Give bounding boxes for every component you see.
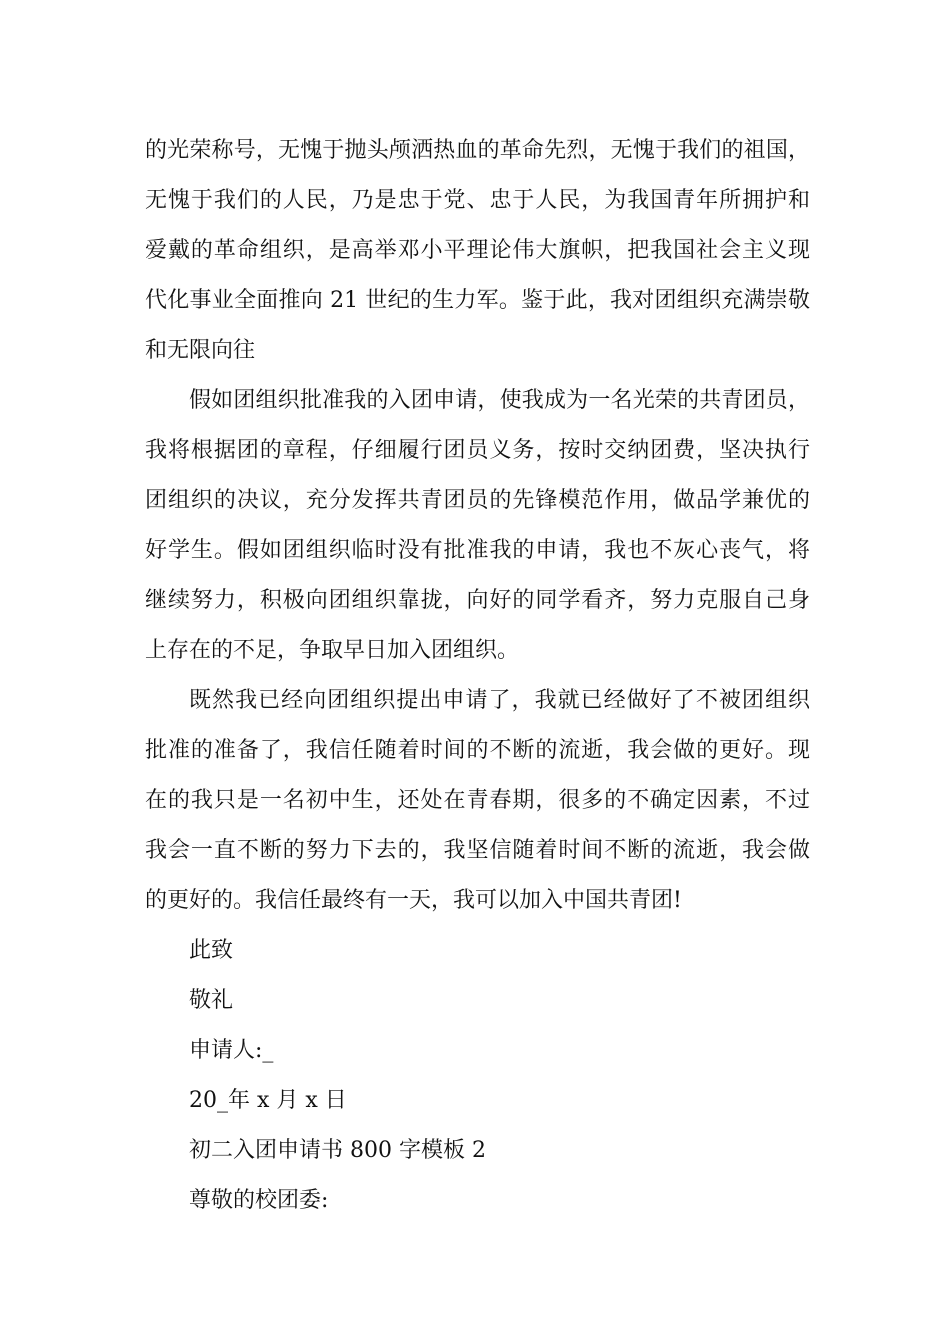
paragraph-2 (145, 376, 810, 676)
paragraph-line: 在的我只是一名初中生，还处在青春期，很多的不确定因素，不过 (145, 788, 810, 813)
salutation-line: 尊敬的校团委: (189, 1188, 329, 1213)
paragraph-line: 我将根据团的章程，仔细履行团员义务，按时交纳团费，坚决执行 (145, 438, 810, 463)
paragraph-line: 批准的准备了，我信任随着时间的不断的流逝，我会做的更好。现 (145, 738, 810, 763)
applicant-line: 申请人:_ (189, 1038, 274, 1063)
paragraph-line: 继续努力，积极向团组织靠拢，向好的同学看齐，努力克服自己身 (145, 588, 810, 613)
section-title: 初二入团申请书 800 字模板 2 (189, 1138, 486, 1163)
paragraph-line: 和无限向往 (145, 338, 256, 363)
closing-salutation: 此致 (189, 938, 234, 963)
document-body (145, 126, 810, 1226)
paragraph-line: 代化事业全面推向 21 世纪的生力军。鉴于此，我对团组织充满崇敬 (145, 288, 810, 313)
paragraph-line: 上存在的不足，争取早日加入团组织。 (145, 638, 520, 663)
date-line: 20_年 x 月 x 日 (189, 1088, 347, 1113)
paragraph-line: 我会一直不断的努力下去的，我坚信随着时间不断的流逝，我会做 (145, 838, 810, 863)
paragraph-line: 好学生。假如团组织临时没有批准我的申请，我也不灰心丧气，将 (145, 538, 810, 563)
paragraph-3 (145, 676, 810, 926)
paragraph-line: 既然我已经向团组织提出申请了，我就已经做好了不被团组织 (189, 688, 810, 713)
paragraph-line: 爱戴的革命组织，是高举邓小平理论伟大旗帜，把我国社会主义现 (145, 238, 810, 263)
paragraph-line: 团组织的决议，充分发挥共青团员的先锋模范作用，做品学兼优的 (145, 488, 810, 513)
paragraph-1 (145, 126, 810, 376)
paragraph-line: 的光荣称号，无愧于抛头颅洒热血的革命先烈，无愧于我们的祖国， (145, 138, 810, 163)
paragraph-line: 的更好的。我信任最终有一天，我可以加入中国共青团! (145, 888, 682, 913)
paragraph-line: 假如团组织批准我的入团申请，使我成为一名光荣的共青团员， (189, 388, 810, 413)
paragraph-line: 无愧于我们的人民，乃是忠于党、忠于人民，为我国青年所拥护和 (145, 188, 810, 213)
closing-regards: 敬礼 (189, 988, 234, 1013)
